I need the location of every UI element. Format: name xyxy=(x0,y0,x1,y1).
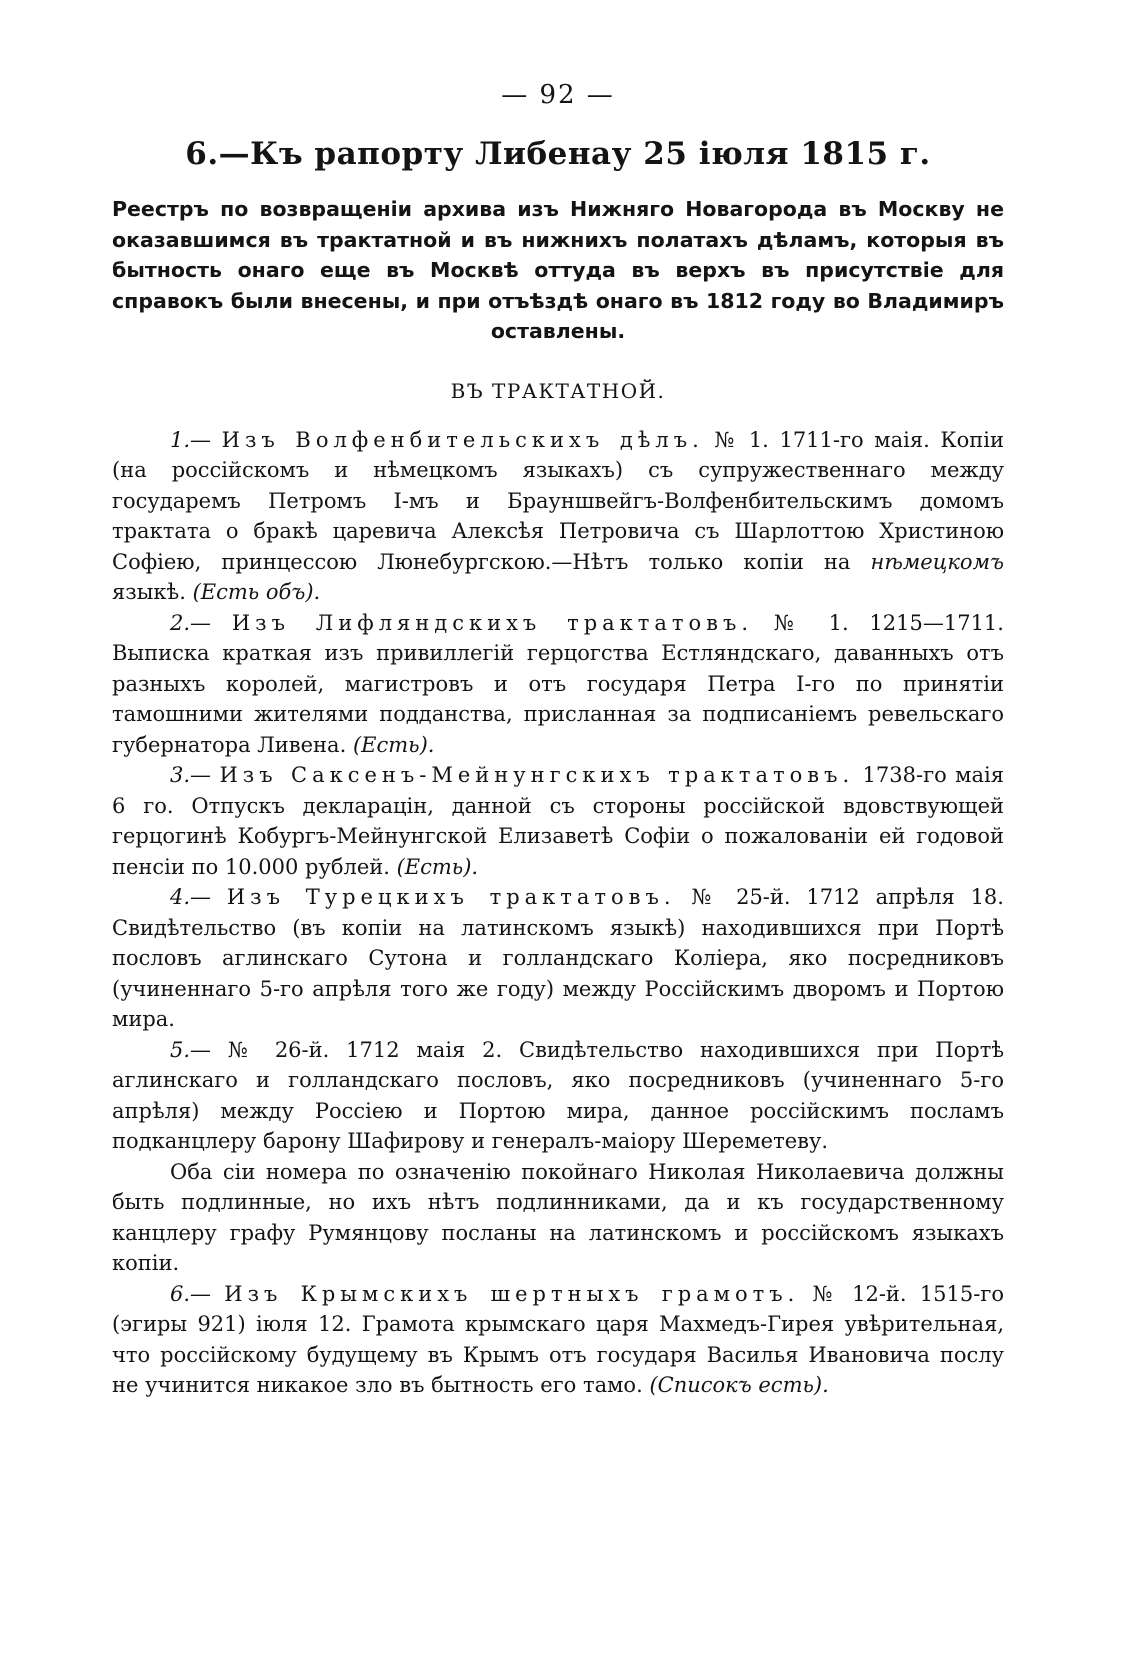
entry-number: 1.— xyxy=(170,427,212,452)
entry-number: 2.— xyxy=(170,610,212,635)
entry-text-after: языкѣ. xyxy=(112,580,186,604)
entry-text: Оба сіи номера по означенію покойнаго Николая Николаевича должны быть подлинные, но ихъ нѣтъ подлинниками, да и къ государственному канцлеру графу Румянцову посланы на латинскомъ и россійскомъ языкахъ копіи. xyxy=(112,1159,1004,1275)
document-page xyxy=(112,80,1004,1401)
entry-number: 4.— xyxy=(170,885,212,909)
entry-text: № 26-й. 1712 маія 2. Свидѣтельство находившихся при Портѣ аглинскаго и голландскаго пословъ, яко посредниковъ (учиненнаго 5-го апрѣля) между Россіею и Портою мира, данное россійскимъ посламъ подканцлеру барону Шафирову и генералъ-маіору Шереметеву. xyxy=(112,1037,1004,1153)
entry-note: (Есть). xyxy=(396,854,479,879)
entry-4 xyxy=(112,882,1004,1035)
entry-text: № 25-й. 1712 апрѣля 18. Свидѣтельство (въ копіи на латинскомъ языкѣ) находившихся при Портѣ пословъ аглинскаго Сутона и голландскаго Коліера, яко посредниковъ (учиненнаго 5-го апрѣля того же году) между Россійскимъ дворомъ и Портою мира. xyxy=(112,885,1004,1031)
register-title: Реестръ по возвращеніи архива изъ Нижняго Новагорода въ Москву не оказавшимся въ трактатной и въ нижнихъ полатахъ дѣламъ, которыя въ бытность онаго еще въ Москвѣ оттуда въ верхъ въ присутствіе для справокъ были внесены, и при отъѣздѣ онаго въ 1812 году во Владимиръ оставлены. xyxy=(112,197,1004,343)
entry-source: Изъ Лифляндскихъ трактатовъ. xyxy=(231,610,754,635)
entry-note: (Есть объ). xyxy=(192,580,321,604)
entry-number: 5.— xyxy=(170,1037,212,1062)
entry-5 xyxy=(112,1035,1004,1157)
entry-source: Изъ Саксенъ-Мейнунгскихъ трактатовъ. xyxy=(219,763,855,787)
entry-source: Изъ Волфенбительскихъ дѣлъ. xyxy=(221,427,704,452)
entry-text: № 12-й. 1515-го (эгиры 921) іюля 12. Грамота крымскаго царя Махмедъ-Гирея увѣрительная, что россійскому будущему въ Крымъ отъ государя Василья Ивановича послу не учинится никакое зло въ бытность его тамо. xyxy=(112,1281,1004,1397)
entry-text: № 1. 1215—1711. Выписка краткая изъ привиллегій герцогства Естляндскаго, даванныхъ отъ разныхъ королей, магистровъ и отъ государя Петра І-го по принятіи тамошними жителями подданства, присланная за подписаніемъ ревельскаго губернатора Ливена. xyxy=(112,610,1004,757)
section-title: ВЪ ТРАКТАТНОЙ. xyxy=(450,378,666,403)
entry-text: 1738-го маія 6 го. Отпускъ декларацін, данной съ стороны россійской вдовствующей герцогинѣ Кобургъ-Мейнунгской Елизаветѣ Софіи о пожалованіи ей годовой пенсіи по 10.000 рублей. xyxy=(112,763,1004,879)
entry-note: (Списокъ есть). xyxy=(649,1373,829,1397)
entry-1 xyxy=(112,425,1004,608)
entry-source: Изъ Крымскихъ шертныхъ грамотъ. xyxy=(224,1281,800,1306)
entry-note: (Есть). xyxy=(352,732,435,757)
entry-number: 3.— xyxy=(170,763,212,787)
entry-text: № 1. 1711-го маія. Копіи (на россійскомъ и нѣмецкомъ языкахъ) съ супружественнаго между государемъ Петромъ І-мъ и Брауншвейгъ-Волфенбительскимъ домомъ трактата о бракѣ царевича Алексѣя Петровича съ Шарлоттою Христиною Софіею, принцессою Люнебургскою.—Нѣтъ только копіи на xyxy=(112,427,1004,574)
entry-number: 6.— xyxy=(170,1281,212,1306)
entry-text-italic: нѣмецкомъ xyxy=(870,549,1004,574)
entry-source: Изъ Турецкихъ трактатовъ. xyxy=(226,885,676,909)
entry-3 xyxy=(112,760,1004,882)
document-heading: 6.—Къ рапорту Либенау 25 іюля 1815 г. xyxy=(185,136,931,172)
entry-note-paragraph xyxy=(112,1157,1004,1279)
entry-6 xyxy=(112,1279,1004,1401)
page-number: — 92 — xyxy=(501,80,615,110)
entry-2 xyxy=(112,608,1004,761)
